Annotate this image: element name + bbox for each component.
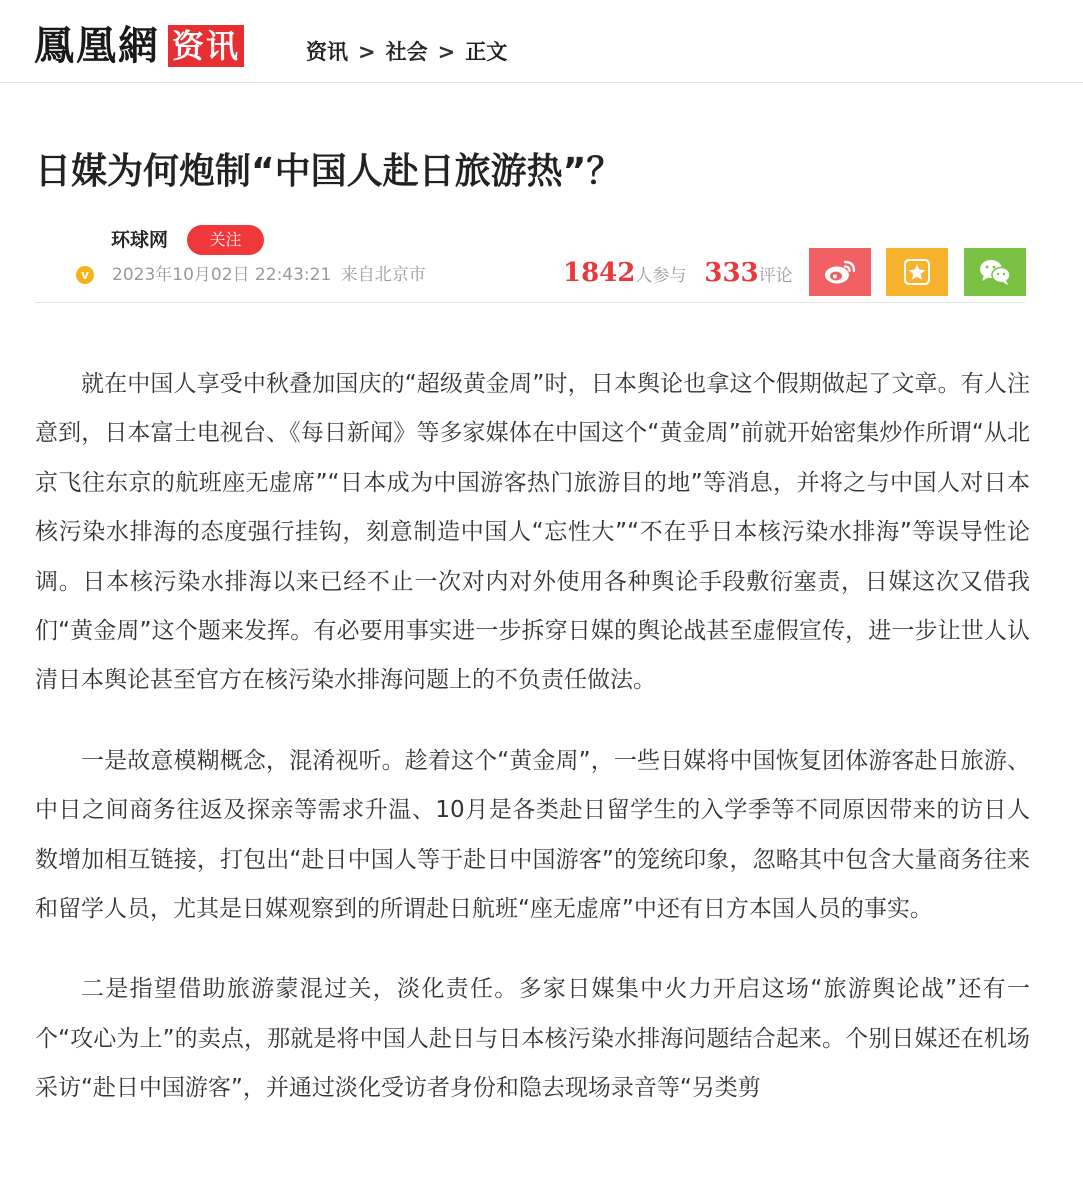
weibo-icon <box>823 258 857 286</box>
source-name[interactable]: 环球网 <box>111 229 169 251</box>
article-paragraph: 二是指望借助旅游蒙混过关，淡化责任。多家日媒集中火力开启这场“旅游舆论战”还有一个“攻心为上”的卖点，那就是将中国人赴日与日本核污染水排海问题结合起来。个别日媒还在机场采访“赴日中国游客”，并通过淡化受访者身份和隐去现场录音等“另类剪 <box>35 976 1030 1102</box>
engagement-stats <box>563 258 793 288</box>
publish-info <box>112 262 430 288</box>
breadcrumb-separator: > <box>358 40 376 64</box>
collect-button[interactable] <box>886 248 948 296</box>
breadcrumb-item-current: 正文 <box>465 40 508 64</box>
publish-location: 来自北京市 <box>340 265 426 285</box>
article-body <box>35 360 1030 1145</box>
article-paragraph: 一是故意模糊概念，混淆视听。趁着这个“黄金周”，一些日媒将中国恢复团体游客赴日旅游、中日之间商务往返及探亲等需求升温、10月是各类赴日留学生的入学季等不同原因带来的访日人数增加相互链接，打包出“赴日中国人等于赴日中国游客”的笼统印象，忽略其中包含大量商务往来和留学人员，尤其是日媒观察到的所谓赴日航班“座无虚席”中还有日方本国人员的事实。 <box>35 747 1030 923</box>
breadcrumb-separator: > <box>437 40 456 64</box>
participants-label: 人参与 <box>635 266 687 286</box>
wechat-icon <box>977 257 1013 287</box>
breadcrumb <box>306 37 507 67</box>
article-paragraph: 就在中国人享受中秋叠加国庆的“超级黄金周”时，日本舆论也拿这个假期做起了文章。有人注意到，日本富士电视台、《每日新闻》等多家媒体在中国这个“黄金周”前就开始密集炒作所谓“从北京飞往东京的航班座无虚席”“日本成为中国游客热门旅游目的地”等消息，并将之与中国人对日本核污染水排海的态度强行挂钩，刻意制造中国人“忘性大”“不在乎日本核污染水排海”等误导性论调。日本核污染水排海以来已经不止一次对内对外使用各种舆论手段敷衍塞责，日媒这次又借我们“黄金周”这个题来发挥。有必要用事实进一步拆穿日媒的舆论战甚至虚假宣传，进一步让世人认清日本舆论甚至官方在核污染水排海问题上的不负责任做法。 <box>35 371 1030 694</box>
breadcrumb-item-society[interactable]: 社会 <box>385 40 428 64</box>
article-title: 日媒为何炮制“中国人赴日旅游热”？ <box>35 151 623 192</box>
comments-count[interactable]: 333 <box>704 258 759 288</box>
site-header <box>0 0 1083 83</box>
share-weibo-button[interactable] <box>809 248 871 296</box>
publish-date: 2023年10月02日 22:43:21 <box>112 265 332 285</box>
site-logo[interactable] <box>34 22 244 70</box>
share-wechat-button[interactable] <box>964 248 1026 296</box>
verified-badge-icon: v <box>76 266 94 284</box>
breadcrumb-item-news[interactable]: 资讯 <box>306 40 348 64</box>
article-meta <box>35 222 1025 303</box>
comments-label: 评论 <box>758 266 793 286</box>
logo-text: 鳳凰網 <box>34 22 160 69</box>
participants-count[interactable]: 1842 <box>563 258 636 288</box>
follow-button[interactable]: 关注 <box>187 225 264 255</box>
star-icon <box>903 258 931 286</box>
channel-badge: 资讯 <box>168 25 244 67</box>
